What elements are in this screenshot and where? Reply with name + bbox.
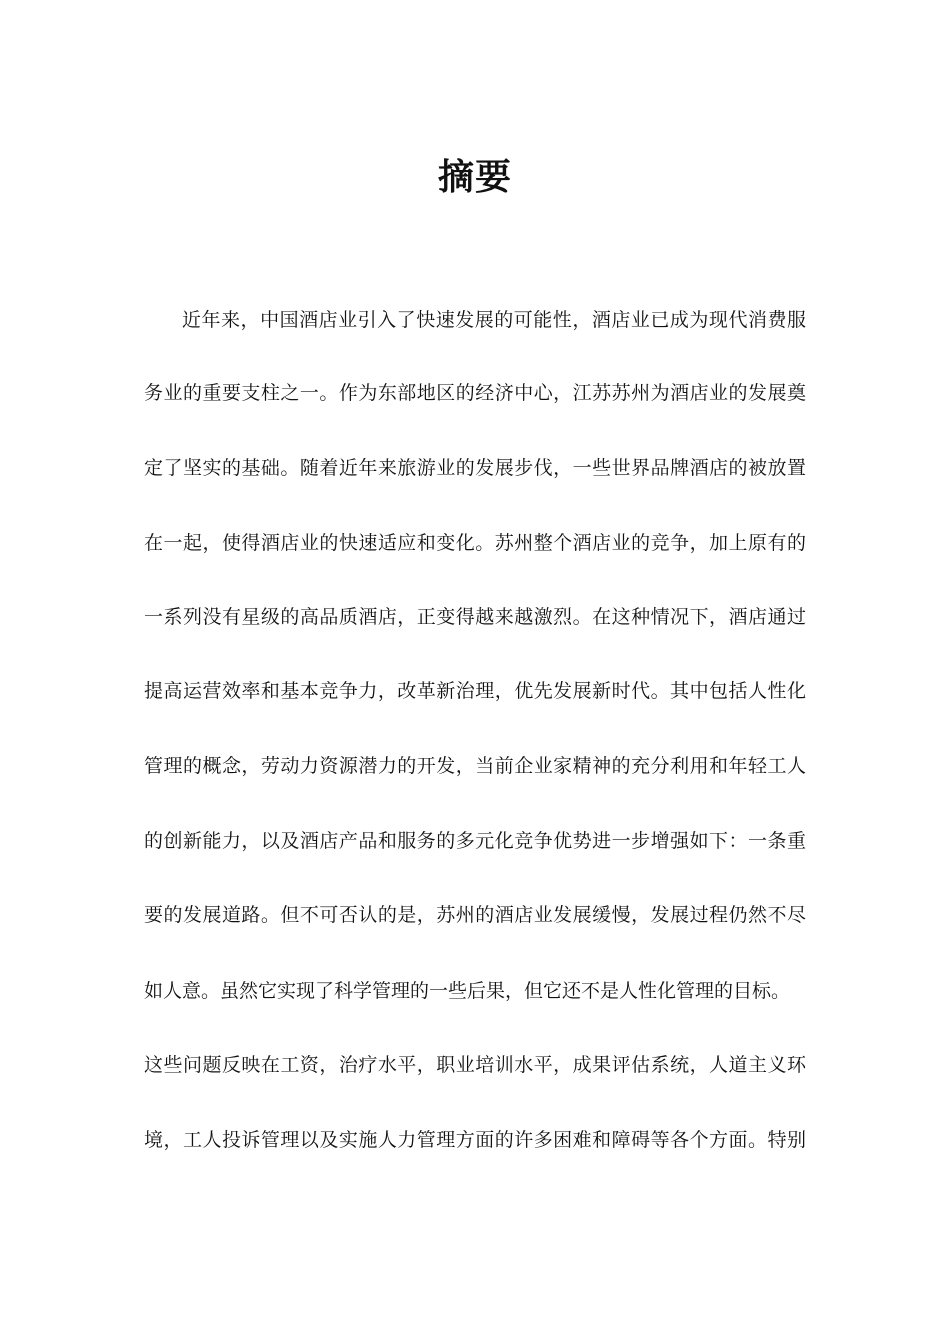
paragraph-line: 在一起，使得酒店业的快速适应和变化。苏州整个酒店业的竞争，加上原有的 <box>144 532 806 554</box>
paragraph-line: 如人意。虽然它实现了科学管理的一些后果，但它还不是人性化管理的目标。 <box>144 980 791 1002</box>
paragraph-line: 这些问题反映在工资，治疗水平，职业培训水平，成果评估系统，人道主义环 <box>144 1054 806 1076</box>
paragraph-line: 管理的概念，劳动力资源潜力的开发，当前企业家精神的充分利用和年轻工人 <box>144 755 806 777</box>
paragraph-line: 务业的重要支柱之一。作为东部地区的经济中心，江苏苏州为酒店业的发展奠 <box>144 382 806 404</box>
paragraph-line: 要的发展道路。但不可否认的是，苏州的酒店业发展缓慢，发展过程仍然不尽 <box>144 904 806 926</box>
paragraph-line: 境，工人投诉管理以及实施人力管理方面的许多困难和障碍等各个方面。特别 <box>144 1129 806 1151</box>
paragraph-line: 提高运营效率和基本竞争力，改革新治理，优先发展新时代。其中包括人性化 <box>144 680 806 702</box>
paragraph-line: 的创新能力，以及酒店产品和服务的多元化竞争优势进一步增强如下：一条重 <box>144 830 806 852</box>
paragraph-line: 定了坚实的基础。随着近年来旅游业的发展步伐，一些世界品牌酒店的被放置 <box>144 457 806 479</box>
paragraph-line: 一系列没有星级的高品质酒店，正变得越来越激烈。在这种情况下，酒店通过 <box>144 606 806 628</box>
page-title: 摘要 <box>437 157 512 198</box>
paragraph-line: 近年来，中国酒店业引入了快速发展的可能性，酒店业已成为现代消费服 <box>182 309 806 331</box>
